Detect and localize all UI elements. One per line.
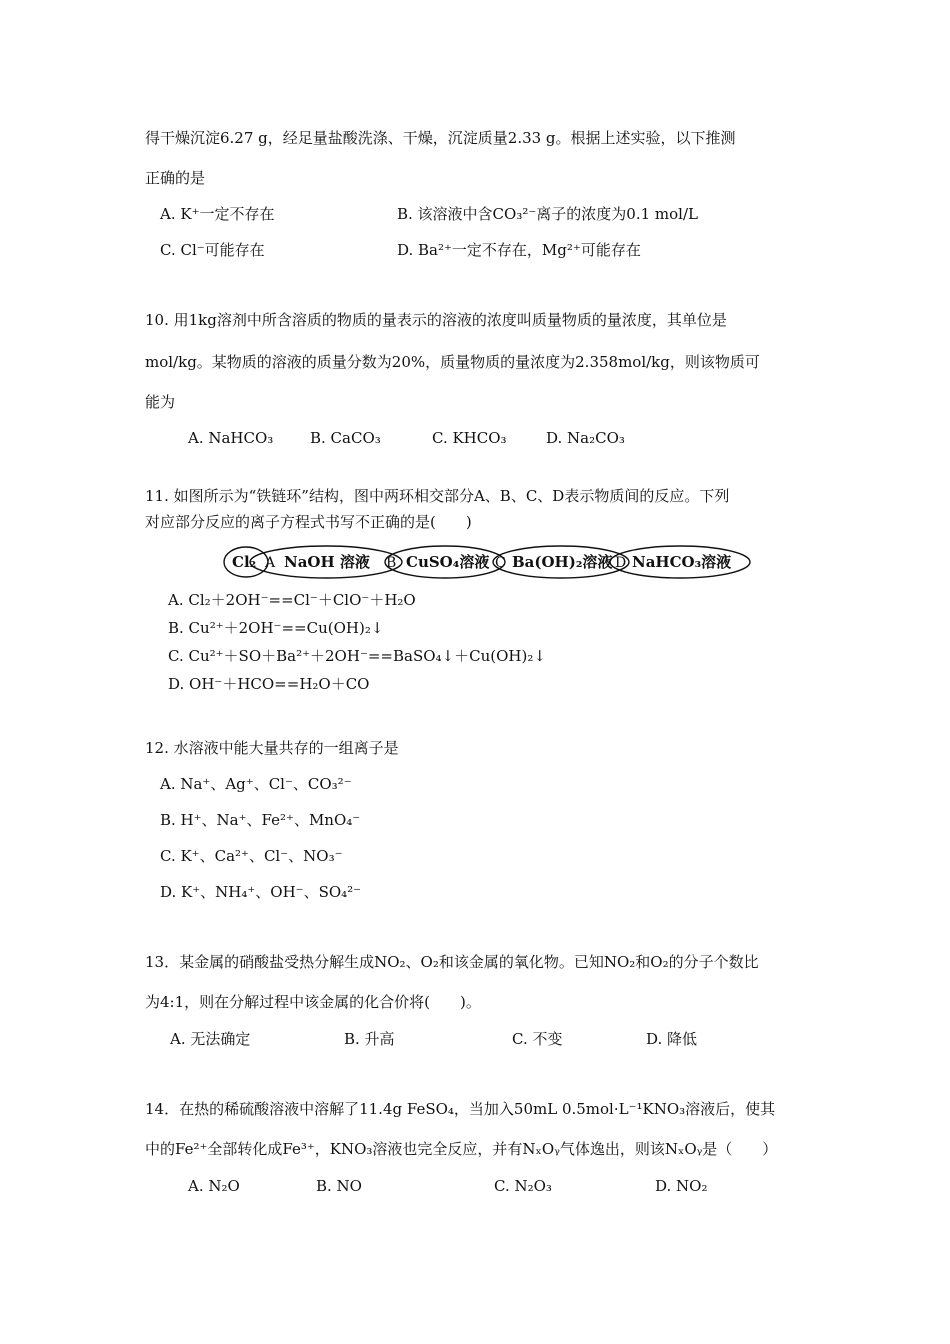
q9-option-c: C. Cl⁻可能存在 bbox=[160, 241, 265, 259]
chain-item-cuso4: CuSO₄溶液 bbox=[406, 553, 490, 571]
q10-option-c: C. KHCO₃ bbox=[432, 429, 507, 447]
q12-option-d: D. K⁺、NH₄⁺、OH⁻、SO₄²⁻ bbox=[160, 883, 362, 901]
q10-option-a: A. NaHCO₃ bbox=[188, 429, 274, 447]
q11-option-a: A. Cl₂＋2OH⁻==Cl⁻＋ClO⁻＋H₂O bbox=[168, 591, 416, 609]
q10-option-b: B. CaCO₃ bbox=[310, 429, 381, 447]
chain-item-cl2: Cl₂ bbox=[232, 553, 257, 571]
q13-option-c: C. 不变 bbox=[512, 1030, 563, 1048]
q14-option-c: C. N₂O₃ bbox=[494, 1177, 552, 1195]
q10-line2: mol/kg。某物质的溶液的质量分数为20%，质量物质的量浓度为2.358mol/kg，则该物质可 bbox=[145, 353, 760, 371]
q11-option-b: B. Cu²⁺＋2OH⁻==Cu(OH)₂↓ bbox=[168, 619, 384, 637]
q14-option-a: A. N₂O bbox=[188, 1177, 240, 1195]
q12-option-b: B. H⁺、Na⁺、Fe²⁺、MnO₄⁻ bbox=[160, 811, 361, 829]
chain-item-nahco3: NaHCO₃溶液 bbox=[632, 553, 732, 571]
q11-line2: 对应部分反应的离子方程式书写不正确的是( ) bbox=[145, 513, 472, 531]
q10-option-d: D. Na₂CO₃ bbox=[546, 429, 625, 447]
q13-option-b: B. 升高 bbox=[344, 1030, 395, 1048]
q14-option-b: B. NO bbox=[316, 1177, 362, 1195]
q12-option-a: A. Na⁺、Ag⁺、Cl⁻、CO₃²⁻ bbox=[160, 775, 352, 793]
iron-chain-svg bbox=[222, 544, 752, 580]
q12-line1: 12. 水溶液中能大量共存的一组离子是 bbox=[145, 739, 399, 757]
q9-line1: 得干燥沉淀6.27 g，经足量盐酸洗涤、干燥，沉淀质量2.33 g。根据上述实验，以下推测 bbox=[145, 129, 736, 147]
q9-option-b: B. 该溶液中含CO₃²⁻离子的浓度为0.1 mol/L bbox=[397, 205, 698, 223]
chain-item-naoh: NaOH 溶液 bbox=[284, 553, 370, 571]
q13-option-a: A. 无法确定 bbox=[170, 1030, 251, 1048]
iron-chain-diagram bbox=[222, 544, 752, 580]
chain-label-b: B bbox=[386, 555, 397, 571]
q14-line1: 14．在热的稀硫酸溶液中溶解了11.4g FeSO₄，当加入50mL 0.5mol·L⁻¹KNO₃溶液后，使其 bbox=[145, 1100, 776, 1118]
q11-option-d: D. OH⁻＋HCO==H₂O＋CO bbox=[168, 675, 370, 693]
chain-item-baoh2: Ba(OH)₂溶液 bbox=[512, 553, 613, 571]
q9-line2: 正确的是 bbox=[145, 169, 206, 187]
q11-option-c: C. Cu²⁺＋SO＋Ba²⁺＋2OH⁻==BaSO₄↓＋Cu(OH)₂↓ bbox=[168, 647, 546, 665]
q11-line1: 11. 如图所示为“铁链环”结构，图中两环相交部分A、B、C、D表示物质间的反应。下列 bbox=[145, 487, 730, 505]
q13-line2: 为4:1，则在分解过程中该金属的化合价将( )。 bbox=[145, 993, 481, 1011]
q9-option-a: A. K⁺一定不存在 bbox=[160, 205, 275, 223]
q13-option-d: D. 降低 bbox=[646, 1030, 698, 1048]
q10-line3: 能为 bbox=[145, 393, 176, 411]
q13-line1: 13．某金属的硝酸盐受热分解生成NO₂、O₂和该金属的氧化物。已知NO₂和O₂的分子个数比 bbox=[145, 953, 759, 971]
chain-label-a: A bbox=[265, 555, 276, 571]
q14-option-d: D. NO₂ bbox=[655, 1177, 708, 1195]
q10-line1: 10. 用1kg溶剂中所含溶质的物质的量表示的溶液的浓度叫质量物质的量浓度，其单位是 bbox=[145, 311, 727, 329]
q12-option-c: C. K⁺、Ca²⁺、Cl⁻、NO₃⁻ bbox=[160, 847, 343, 865]
chain-label-d: D bbox=[615, 555, 627, 571]
q14-line2: 中的Fe²⁺全部转化成Fe³⁺，KNO₃溶液也完全反应，并有NₓOᵧ气体逸出，则该NₓOᵧ是（ ） bbox=[145, 1140, 778, 1158]
q9-option-d: D. Ba²⁺一定不存在，Mg²⁺可能存在 bbox=[397, 241, 641, 259]
chain-label-c: C bbox=[495, 555, 506, 571]
